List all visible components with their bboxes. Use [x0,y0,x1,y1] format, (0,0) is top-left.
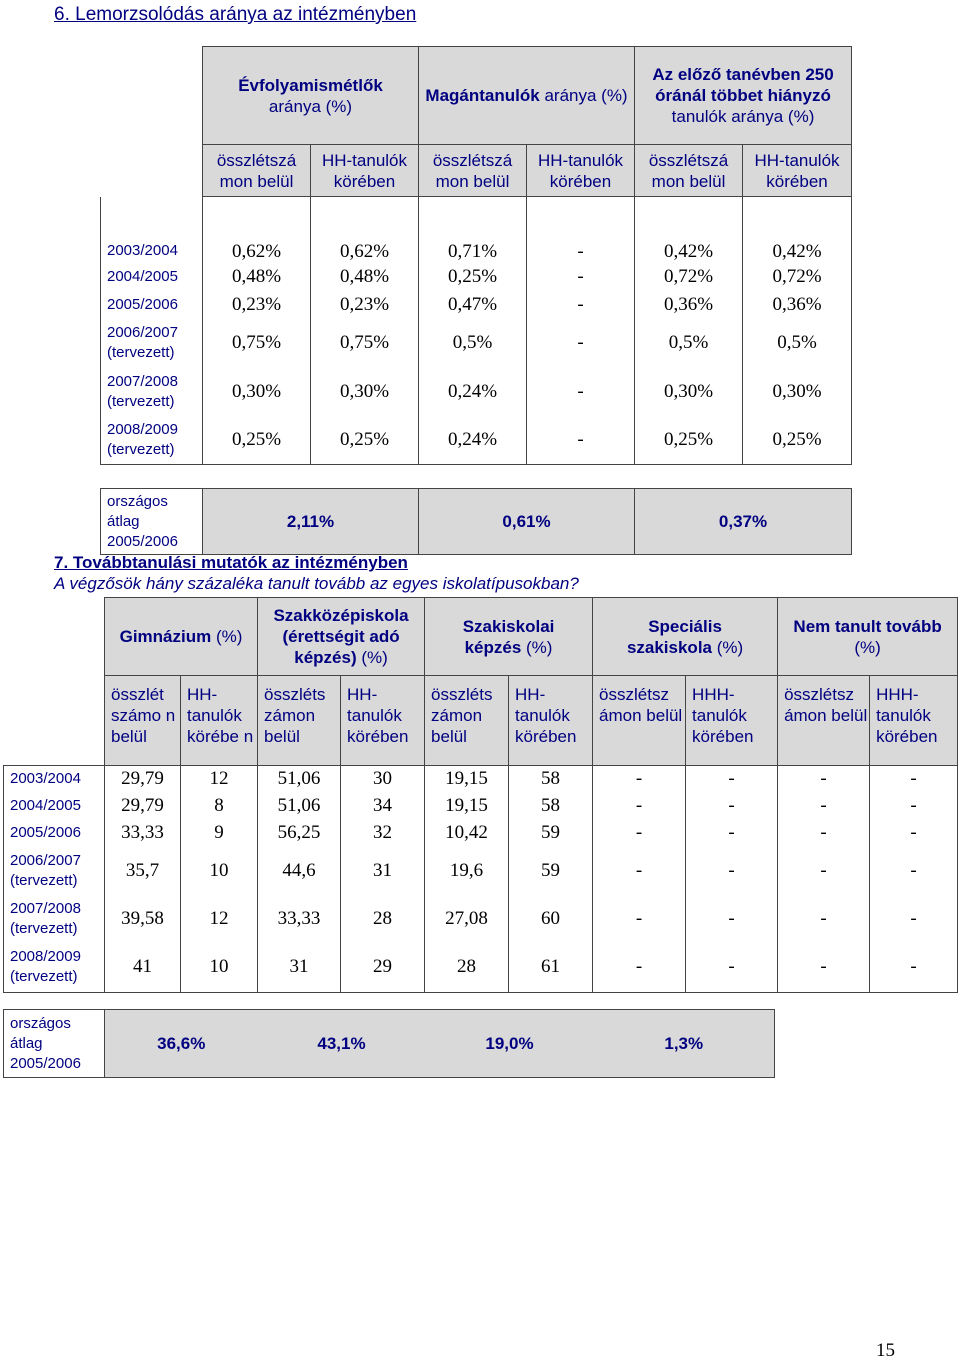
subheader: HHH- tanulók körében [870,676,958,766]
cell: - [870,766,958,793]
group-header: Szakközépiskola (érettségit adó képzés) (%) [258,598,425,676]
cell: 59 [509,820,593,847]
row-label: 2007/2008 (tervezett) [4,895,105,943]
cell: 51,06 [258,793,341,820]
cell: - [527,417,635,465]
cell: - [778,847,870,895]
cell: 12 [181,766,258,793]
cell: 29,79 [105,793,181,820]
cell: 10 [181,943,258,993]
cell: - [778,895,870,943]
cell: - [686,943,778,993]
subheader: összlétszá mon belül [635,145,743,197]
cell: 0,30% [311,367,419,417]
cell: 31 [258,943,341,993]
cell: 27,08 [425,895,509,943]
subheader: összléts zámon belül [258,676,341,766]
cell: - [870,943,958,993]
cell: 28 [341,895,425,943]
cell: 0,75% [203,319,311,367]
cell: 10 [181,847,258,895]
national-average-label: országos átlag 2005/2006 [4,1010,105,1078]
cell: - [527,291,635,319]
cell: 33,33 [105,820,181,847]
cell: 0,62% [311,197,419,263]
cell: 39,58 [105,895,181,943]
cell: - [593,793,686,820]
cell: 44,6 [258,847,341,895]
subheader: HHH- tanulók körében [686,676,778,766]
cell: 10,42 [425,820,509,847]
row-label: 2008/2009 (tervezett) [101,417,203,465]
subheader: HH- tanulók körébe n [181,676,258,766]
group-header: Évfolyamismétlők aránya (%) [203,47,419,145]
cell: - [527,367,635,417]
section-7-title: 7. Továbbtanulási mutatók az intézményben [54,553,408,572]
row-label: 2005/2006 [4,820,105,847]
national-value: 36,6% [105,1010,258,1078]
further-education-table [3,597,958,993]
cell: 58 [509,793,593,820]
subheader: HH-tanulók körében [311,145,419,197]
cell: - [870,793,958,820]
subheader: összlét számo n belül [105,676,181,766]
subheader: összlétszá mon belül [419,145,527,197]
cell: 0,75% [311,319,419,367]
cell: 0,25% [419,263,527,291]
cell: 51,06 [258,766,341,793]
cell: 0,24% [419,417,527,465]
cell: 0,25% [635,417,743,465]
row-label: 2005/2006 [101,291,203,319]
cell: 0,30% [635,367,743,417]
cell: - [686,895,778,943]
cell: - [870,895,958,943]
cell: 0,24% [419,367,527,417]
cell: 41 [105,943,181,993]
subheader: HH-tanulók körében [527,145,635,197]
group-header: Nem tanult tovább (%) [778,598,958,676]
cell: - [593,820,686,847]
cell: - [593,847,686,895]
cell: 8 [181,793,258,820]
cell: - [593,895,686,943]
cell: 0,72% [635,263,743,291]
cell: 0,25% [743,417,852,465]
cell: 19,15 [425,793,509,820]
row-label: 2006/2007 (tervezett) [4,847,105,895]
cell: 30 [341,766,425,793]
cell: 0,36% [743,291,852,319]
cell: 56,25 [258,820,341,847]
row-label: 2003/2004 [101,197,203,263]
cell: 34 [341,793,425,820]
cell: - [686,766,778,793]
cell: 58 [509,766,593,793]
cell: - [686,847,778,895]
cell: 9 [181,820,258,847]
cell: 28 [425,943,509,993]
cell: 29 [341,943,425,993]
corner-cell [101,47,203,145]
row-label: 2008/2009 (tervezett) [4,943,105,993]
cell: 35,7 [105,847,181,895]
cell: 0,71% [419,197,527,263]
cell: - [778,820,870,847]
cell: 61 [509,943,593,993]
group-header: Speciális szakiskola (%) [593,598,778,676]
cell: 0,5% [419,319,527,367]
cell: - [686,793,778,820]
cell: 33,33 [258,895,341,943]
corner-cell [4,598,105,676]
cell: 0,42% [743,197,852,263]
cell: - [527,197,635,263]
cell: 19,6 [425,847,509,895]
row-label: 2003/2004 [4,766,105,793]
cell: 0,48% [203,263,311,291]
cell: 29,79 [105,766,181,793]
cell: 0,23% [203,291,311,319]
section-6-title: 6. Lemorzsolódás aránya az intézményben [54,4,417,25]
cell: 59 [509,847,593,895]
group-header: Magántanulók aránya (%) [419,47,635,145]
national-value: 43,1% [258,1010,426,1078]
subheader: HH-tanulók körében [743,145,852,197]
subheader: összlétsz ámon belül [593,676,686,766]
cell: - [593,766,686,793]
cell: - [527,263,635,291]
cell: 0,5% [635,319,743,367]
dropout-table [100,46,852,555]
cell: 12 [181,895,258,943]
cell: 32 [341,820,425,847]
cell: - [870,847,958,895]
section-7-subtitle: A végzősök hány százaléka tanult tovább az egyes iskolatípusokban? [54,574,579,593]
cell: 0,42% [635,197,743,263]
cell: 0,48% [311,263,419,291]
cell: 0,62% [203,197,311,263]
national-value: 19,0% [426,1010,594,1078]
cell: 0,5% [743,319,852,367]
cell: - [778,766,870,793]
group-header: Gimnázium (%) [105,598,258,676]
group-header: Az előző tanévben 250 óránál többet hiányzó tanulók aránya (%) [635,47,852,145]
subheader: HH- tanulók körében [341,676,425,766]
subheader: HH- tanulók körében [509,676,593,766]
cell: - [593,943,686,993]
cell: 0,36% [635,291,743,319]
row-label: 2004/2005 [4,793,105,820]
cell: 0,47% [419,291,527,319]
cell: 0,25% [203,417,311,465]
cell: 0,30% [743,367,852,417]
cell: 60 [509,895,593,943]
further-education-national-table [3,1009,775,1078]
cell: 0,23% [311,291,419,319]
cell: - [778,793,870,820]
row-label: 2004/2005 [101,263,203,291]
cell: 31 [341,847,425,895]
national-value: 1,3% [594,1010,775,1078]
cell: - [527,319,635,367]
row-label: 2006/2007 (tervezett) [101,319,203,367]
row-label: 2007/2008 (tervezett) [101,367,203,417]
national-value: 0,37% [635,489,852,555]
group-header: Szakiskolai képzés (%) [425,598,593,676]
cell: 0,25% [311,417,419,465]
page-number: 15 [876,1340,895,1361]
national-value: 0,61% [419,489,635,555]
national-average-label: országos átlag 2005/2006 [101,489,203,555]
cell: 0,72% [743,263,852,291]
cell: 19,15 [425,766,509,793]
national-value: 2,11% [203,489,419,555]
cell: - [778,943,870,993]
subheader: összléts zámon belül [425,676,509,766]
cell: - [870,820,958,847]
subheader: összlétsz ámon belül [778,676,870,766]
subheader: összlétszá mon belül [203,145,311,197]
cell: - [686,820,778,847]
cell: 0,30% [203,367,311,417]
